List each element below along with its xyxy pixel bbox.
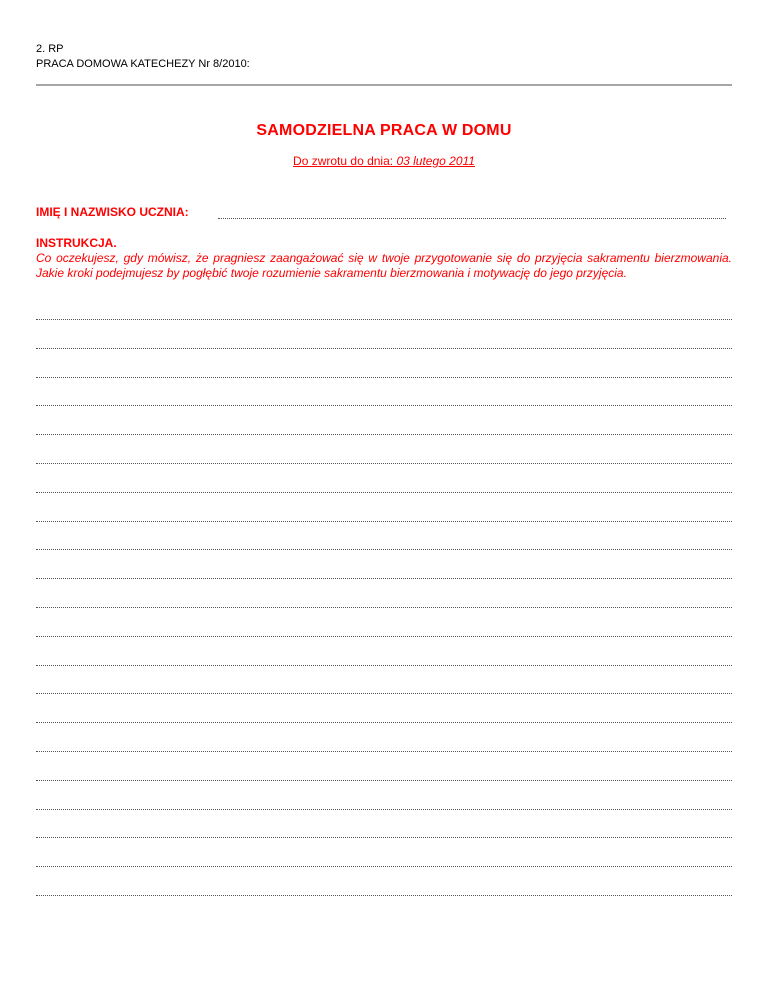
header-assignment-label: PRACA DOMOWA KATECHEZY Nr 8/2010: [36, 58, 250, 70]
deadline-date: 03 lutego 2011 [396, 154, 475, 168]
answer-line[interactable] [36, 751, 732, 752]
answer-line[interactable] [36, 780, 732, 781]
answer-line[interactable] [36, 809, 732, 810]
answer-line[interactable] [36, 636, 732, 637]
answer-line[interactable] [36, 866, 732, 867]
answer-line[interactable] [36, 319, 732, 320]
answer-line[interactable] [36, 578, 732, 579]
header-class-label: 2. RP [36, 43, 64, 55]
student-name-field[interactable] [218, 218, 726, 219]
document-header [36, 42, 250, 72]
answer-line[interactable] [36, 895, 732, 896]
answer-line[interactable] [36, 549, 732, 550]
instruction-text: Co oczekujesz, gdy mówisz, że pragniesz zaangażować się w twoje przygotowanie się do przyjęcia sakramentu bierzmowania. Jakie kroki podejmujesz by pogłębić twoje rozumienie sakramentu bierzmowania i motywację do jego przyjęcia. [36, 251, 732, 280]
answer-line[interactable] [36, 722, 732, 723]
deadline-prefix: Do zwrotu do dnia: [293, 154, 397, 168]
instruction-title: INSTRUKCJA. [36, 236, 117, 250]
answer-line[interactable] [36, 463, 732, 464]
deadline-line [0, 154, 768, 168]
answer-line[interactable] [36, 607, 732, 608]
header-divider [36, 84, 732, 86]
answer-line[interactable] [36, 693, 732, 694]
answer-line[interactable] [36, 434, 732, 435]
student-name-row [36, 205, 726, 221]
answer-line[interactable] [36, 521, 732, 522]
answer-line[interactable] [36, 405, 732, 406]
answer-line[interactable] [36, 348, 732, 349]
page-title: SAMODZIELNA PRACA W DOMU [256, 122, 512, 139]
answer-line[interactable] [36, 492, 732, 493]
answer-line[interactable] [36, 837, 732, 838]
answer-line[interactable] [36, 665, 732, 666]
answer-line[interactable] [36, 377, 732, 378]
student-name-label: IMIĘ I NAZWISKO UCZNIA: [36, 205, 189, 219]
